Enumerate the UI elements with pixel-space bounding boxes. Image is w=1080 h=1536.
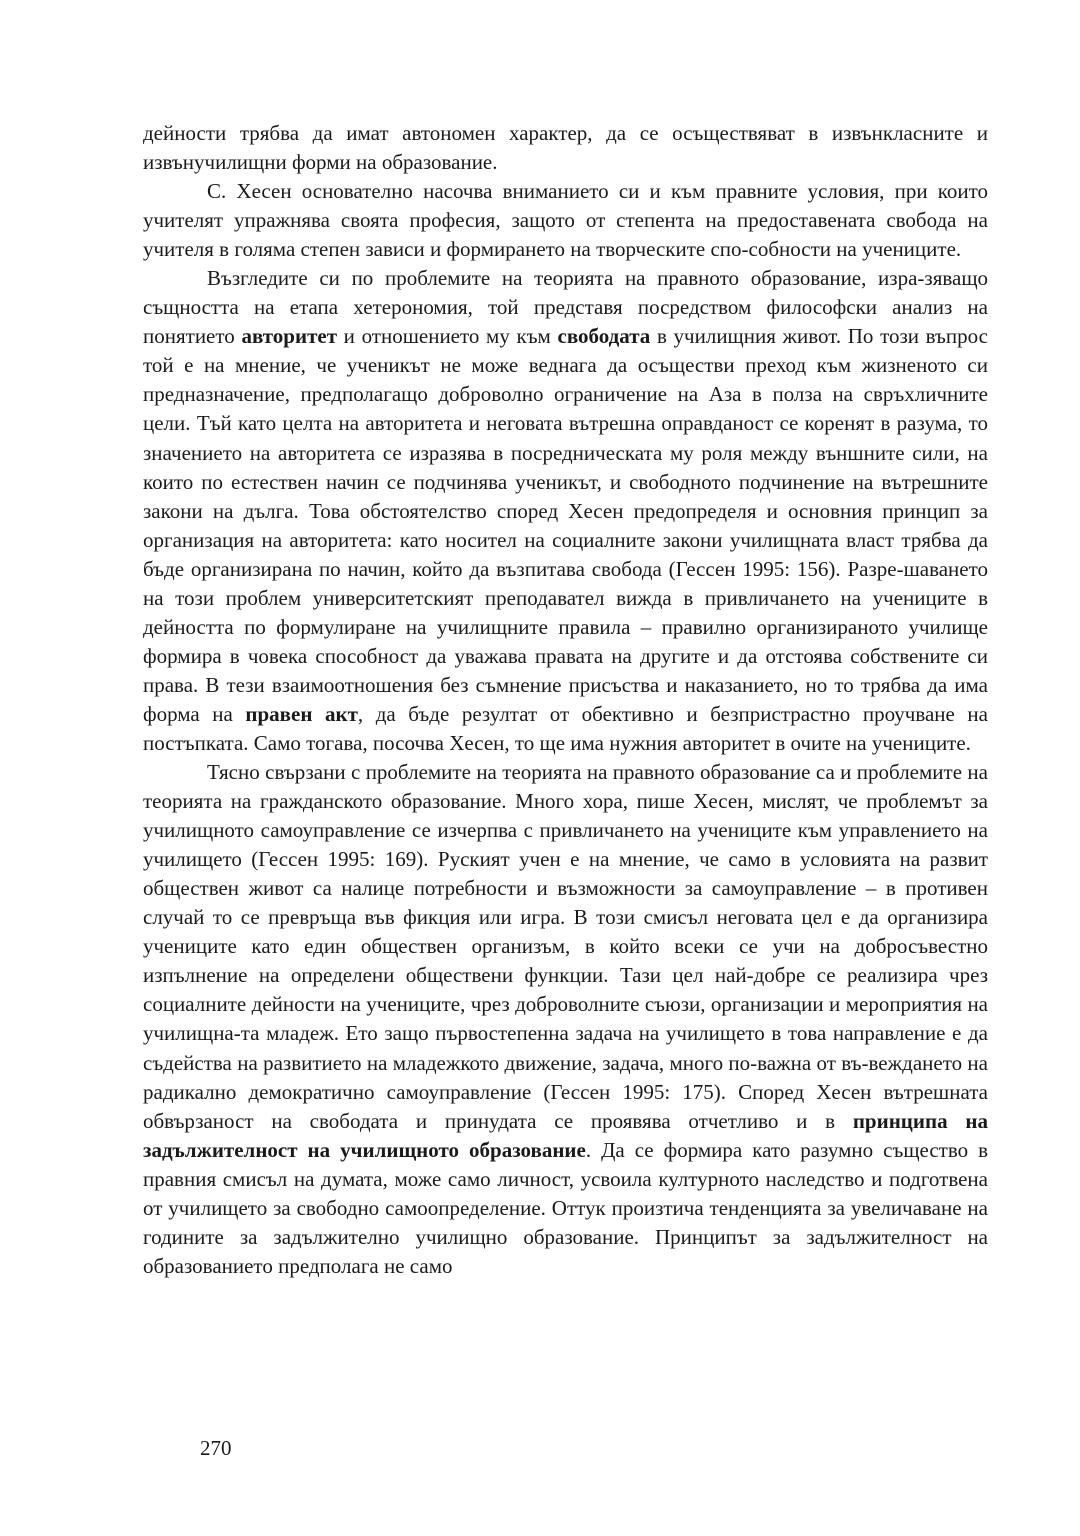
bold-term: свободата <box>557 324 651 349</box>
text-segment: С. Хесен основателно насочва вниманието си и към правните условия, при които учителят упражнява своята професия, защото от степента на предоставената свобода на учителя в голяма степен зависи и формирането на творческите спо-собности на учениците. <box>143 179 988 262</box>
paragraph <box>143 177 988 264</box>
page-number: 270 <box>200 1436 232 1460</box>
paragraph <box>143 264 988 758</box>
text-segment: и отношението му към <box>337 324 558 349</box>
body-text <box>143 119 988 1281</box>
text-segment: Тясно свързани с проблемите на теорията на правното образование са и проблемите на теорията на гражданското образование. Много хора, пише Хесен, мислят, че проблемът за училищното самоуправление се изчерпва с привличането на учениците към управлението на училището (Гессен 1995: 169). Руският учен е на мнение, че само в условията на развит обществен живот са налице потребности и възможности за самоуправление – в противен случай то се превръща във фикция или игра. В този смисъл неговата цел е да организира учениците като един обществен организъм, в който всеки се учи на добросъвестно изпълнение на определени обществени функции. Тази цел най-добре се реализира чрез социалните дейности на учениците, чрез доброволните съюзи, организации и мероприятия на училищна-та младеж. Ето защо първостепенна задача на училището в това направление е да съдейства на развитието на младежкото движение, задача, много по-важна от въ-вежданeто на радикално демократично самоуправление (Гессен 1995: 175). Според Хесен вътрешната обвързаност на свободата и принудата се проявява отчетливо и в <box>143 760 988 1133</box>
text-segment: . Да се формира като разумно същество в правния смисъл на думата, може само личност, усвоила културното наследство и подготвена от училището за свободно самоопределение. Оттук произтича тенденцията за увеличаване на годините за задължително училищно образование. Принципът за задължителност на образованието предполага не само <box>143 1137 988 1278</box>
paragraph <box>143 119 988 177</box>
bold-term: правен акт <box>245 701 358 726</box>
paragraph <box>143 758 988 1281</box>
bold-term: принципа на задължителност на училищното образование <box>143 1108 988 1162</box>
text-segment: Възгледите си по проблемите на теорията на правното образование, изра-зяващо същността на етапа хетерономия, той представя посредством философски анализ на понятието <box>143 266 988 349</box>
text-segment: , да бъде резултат от обективно и безпристрастно проучване на постъпката. Само тогава, посочва Хесен, то ще има нужния авторитет в очите на учениците. <box>143 701 988 755</box>
text-segment: дейности трябва да имат автономен характер, да се осъществяват в извънкласните и извънучилищни форми на образование. <box>143 121 988 175</box>
bold-term: авторитет <box>241 324 338 349</box>
text-segment: в училищния живот. По този въпрос той е на мнение, че ученикът не може веднага да осъществи преход към жизненото си предназначение, предполагащо доброволно ограничение на Аза в полза на свръхличните цели. Тъй като целта на авторитета и неговата вътрешна оправданост се коренят в разума, то значението на авторитета се изразява в посредническата му роля между външните сили, на които по естествен начин се подчинява ученикът, и свободното подчинение на вътрешните закони на дълга. Това обстоятелство според Хесен предопределя и основния принцип за организация на авторитета: като носител на социалните закони училищната власт трябва да бъде организирана по начин, който да възпитава свобода (Гессен 1995: 156). Разре-шаването на този проблем университетският преподавател вижда в привличането на учениците в дейността по формулиране на училищните правила – правилно организираното училище формира в човека способност да уважава правата на другите и да отстоява собствените си права. В тези взаимоотношения без съмнение присъства и наказанието, но то трябва да има форма на <box>143 324 988 726</box>
